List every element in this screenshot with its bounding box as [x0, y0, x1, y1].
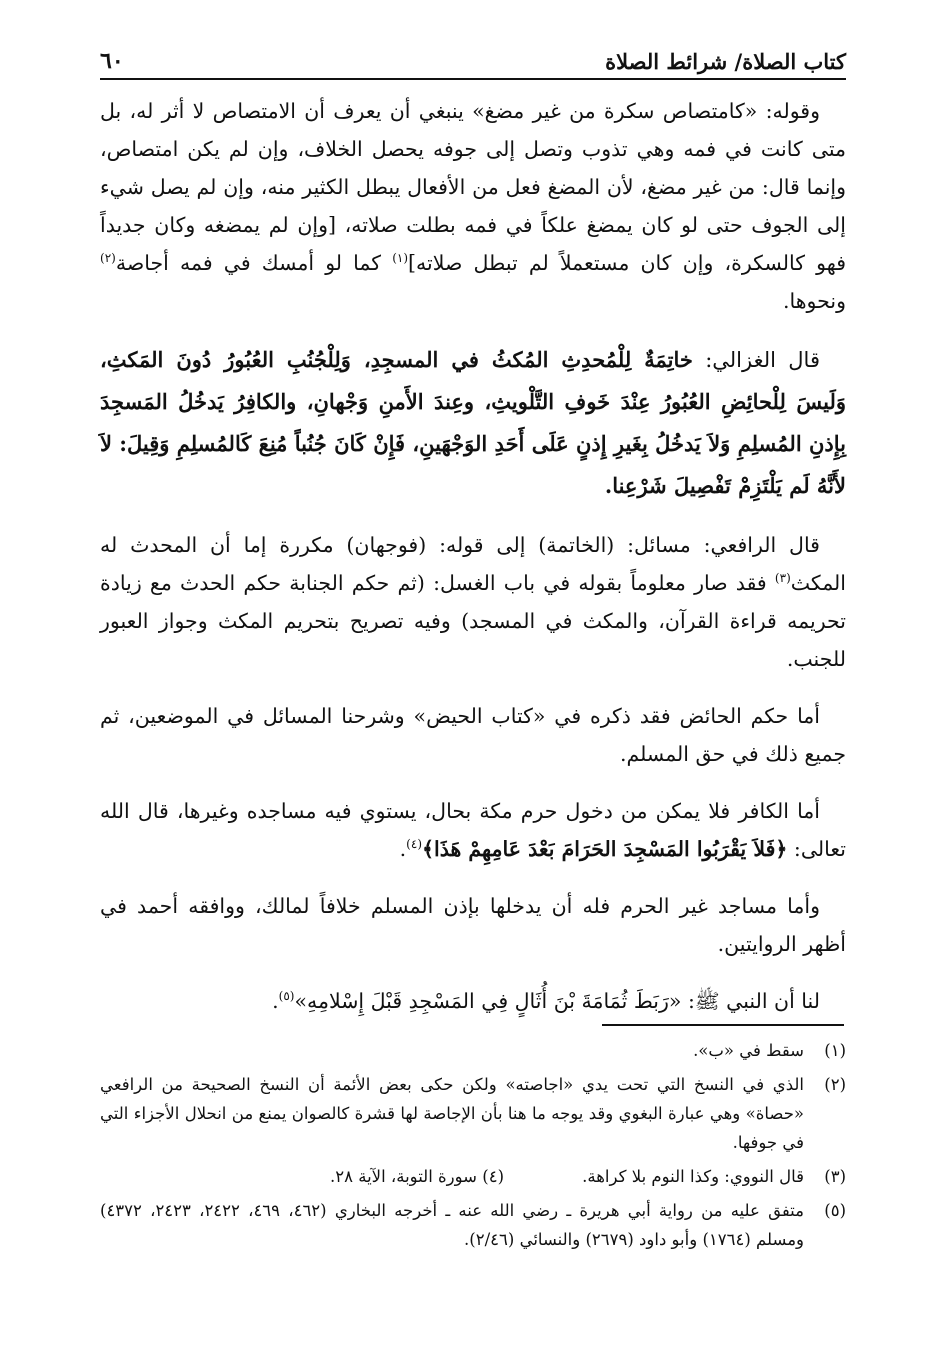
- header-title: كتاب الصلاة/ شرائط الصلاة: [605, 49, 846, 74]
- footnote-separator: [602, 1024, 844, 1026]
- footnote-ref: (١): [392, 251, 409, 266]
- paragraph-text: أما حكم الحائض فقد ذكره في «كتاب الحيض» وشرحنا المسائل في الموضعين، ثم جميع ذلك في حق المسلم.: [100, 704, 846, 766]
- footnote-5: [100, 1196, 846, 1254]
- footnote-number: (٤): [482, 1167, 504, 1186]
- footnote-pair: [100, 1162, 804, 1191]
- paragraph-menstruating: [100, 697, 846, 773]
- paragraph-text: .: [272, 989, 279, 1013]
- footnote-text: سورة التوبة، الآية ٢٨.: [330, 1167, 477, 1186]
- footnote-number: (٣): [824, 1167, 846, 1186]
- paragraph-text: فقد صار معلوماً بقوله في باب الغسل: (ثم حكم الجنابة حكم الحدث مع زيادة تحريمه قراءة القرآن، والمكث في المسجد) وفيه تصريح بتحريم المكث وجواز العبور للجنب.: [100, 571, 846, 671]
- paragraph-text: كما لو أمسك في فمه أجاصة: [115, 251, 393, 275]
- paragraph-text: .: [399, 837, 407, 861]
- footnote-4: [100, 1162, 544, 1191]
- footnote-text: متفق عليه من رواية أبي هريرة ـ رضي الله عنه ـ أخرجه البخاري (٤٦٢، ٤٦٩، ٢٤٢٢، ٢٤٢٣، ٤٣٧٢) ومسلم (١٧٦٤) وأبو داود (٢٦٧٩) والنسائي (٢/٤٦).: [100, 1201, 804, 1249]
- footnotes: [100, 1036, 846, 1259]
- paragraph-sucking-sugar: [100, 92, 846, 320]
- paragraph-text: وقوله: «كامتصاص سكرة من غير مضغ» ينبغي أن يعرف أن الامتصاص لا أثر له، بل متى كانت في فمه وهي تذوب وتصل إلى جوفه يحصل الخلاف، وإن لم يكن امتصاص، وإنما قال: من غير مضغ، لأن المضغ فعل من الأفعال يبطل الكثير منه، وإن لم يصل شيء إلى الجوف حتى لو كان يمضغ علكاً في فمه بطلت صلاته، [وإن لم يمضغه وكان جديداً فهو كالسكرة، وإن كان مستعملاً لم تبطل صلاته]: [100, 99, 846, 275]
- hadith-text: لنا أن النبي ﷺ: «رَبَطَ ثُمَامَةَ بْنَ أُثَالٍ فِي المَسْجِدِ قَبْلَ إِسْلامِهِ»: [294, 989, 820, 1013]
- paragraph-text: وأما مساجد غير الحرم فله أن يدخلها بإذن المسلم خلافاً لمالك، ووافقه أحمد في أظهر الروايتين.: [100, 894, 846, 956]
- paragraph-kafir-haram: [100, 792, 846, 868]
- footnote-1: [100, 1036, 846, 1065]
- footnote-number: (١): [824, 1041, 846, 1060]
- footnote-text: سقط في «ب».: [693, 1041, 804, 1060]
- page-number: ٦٠: [100, 48, 124, 74]
- running-header: [100, 38, 846, 80]
- matn-lead: قال الغزالي:: [692, 348, 820, 372]
- paragraph-text: أما الكافر فلا يمكن من دخول حرم مكة بحال، يستوي فيه مساجده وغيرها، قال الله تعالى:: [100, 799, 846, 861]
- footnote-ref: (٣): [774, 571, 791, 586]
- paragraph-text: قال الرافعي: مسائل: (الخاتمة) إلى قوله: (فوجهان) مكررة إما أن المحدث له المكث: [100, 533, 846, 595]
- footnote-number: (٥): [824, 1201, 846, 1220]
- footnote-ref: (٤): [406, 837, 422, 852]
- footnote-text: الذي في النسخ التي تحت يدي «اجاصته» ولكن حكى بعض الأئمة أن النسخ الصحيحة من الرافعي «حصاة» وهي عبارة البغوي وقد يوجه ما هنا بأن الإجاصة لها قشرة كالصوان يمنع من انحلال الأجزاء التي في جوفها.: [100, 1075, 804, 1152]
- footnote-3-4: [100, 1162, 846, 1191]
- paragraph-other-mosques: [100, 887, 846, 963]
- footnote-ref: (٢): [100, 251, 116, 266]
- paragraph-text: ونحوها.: [782, 289, 846, 313]
- paragraph-ghazali-matn: [100, 339, 846, 507]
- footnote-number: (٢): [824, 1075, 846, 1094]
- quran-quote: ﴿فَلاَ يَقْرَبُوا المَسْجِدَ الحَرَامَ بَعْدَ عَامِهِمْ هَذَا﴾: [422, 837, 788, 861]
- paragraph-hadith-thumama: [100, 982, 846, 1020]
- footnote-2: [100, 1070, 846, 1157]
- matn-text: خاتِمَةٌ لِلْمُحدِثِ المُكثُ في المسجِدِ، وَلِلْجُنُبِ العُبُورُ دُونَ المَكثِ، وَلَيسَ لِلْحائِضِ العُبُورُ عِنْدَ خَوفِ التَّلْويثِ، وعِندَ الأَمنِ وَجْهانِ، والكافِرُ يَدخُلُ المَسجِدَ بِإِذنِ المُسلِمِ وَلاَ يَدخُلُ بِغَيرِ إِذنٍ عَلَى أَحَدِ الوَجْهَينِ، فَإِنْ كَانَ جُنُباً مُنِعَ كَالمُسلِمِ وَقِيلَ: لاَ لأَنَّهُ لَم يَلْتَزِمْ تَفْصِيلَ شَرْعِنا.: [99, 347, 846, 498]
- footnote-ref: (٥): [278, 989, 295, 1004]
- main-text: [100, 92, 846, 1039]
- paragraph-rafii-commentary: [100, 526, 846, 678]
- footnote-text: قال النووي: وكذا النوم بلا كراهة.: [582, 1167, 804, 1186]
